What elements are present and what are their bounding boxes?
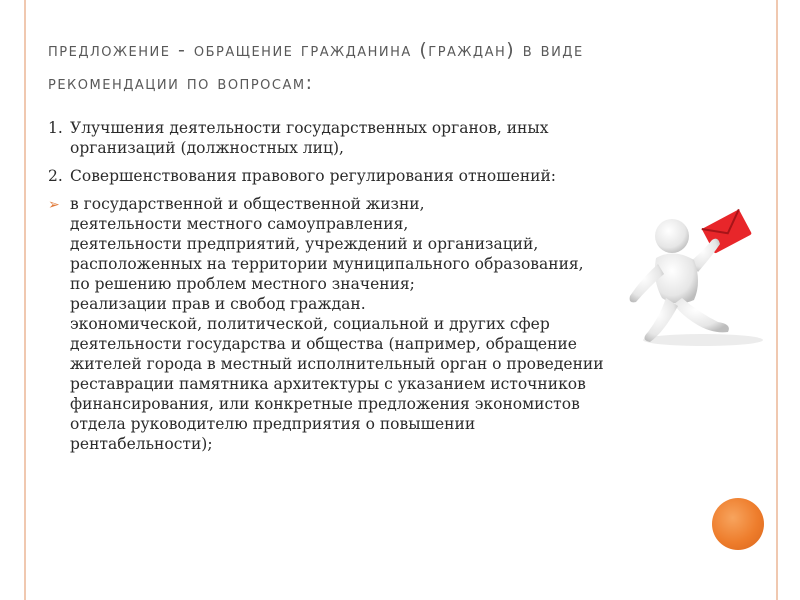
slide-frame-left [24, 0, 26, 600]
list-item-number: 1. [48, 119, 63, 137]
list-item-line: жителей города в местный исполнительный орган о проведении [70, 355, 604, 373]
list-item-line: деятельности местного самоуправления, [70, 215, 409, 233]
list-item-line: расположенных на территории муниципального образования, [70, 255, 584, 273]
slide-title [48, 34, 748, 100]
list-item-line: реставрации памятника архитектуры с указанием источников [70, 375, 586, 393]
list-item-line: Улучшения деятельности государственных органов, иных [70, 119, 549, 137]
list-item-line: реализации прав и свобод граждан. [70, 295, 366, 313]
list-item-number: 2. [48, 167, 63, 185]
list-item-line: Совершенствования правового регулирования отношений: [70, 167, 557, 185]
slide-title-line-1: предложение - обращение гражданина (граждан) в виде [48, 39, 584, 61]
list-item-line: финансирования, или конкретные предложения экономистов [70, 395, 580, 413]
orange-circle-icon [712, 498, 764, 550]
list-item-line: деятельности предприятий, учреждений и организаций, [70, 235, 539, 253]
list-item-line: рентабельности); [70, 435, 213, 453]
man-with-envelope-icon [608, 200, 778, 350]
list-item-2 [48, 166, 708, 186]
list-item-line: отдела руководителю предприятия о повышении [70, 415, 476, 433]
list-item-line: по решению проблем местного значения; [70, 275, 415, 293]
list-item-1 [48, 118, 708, 158]
list-item-line: в государственной и общественной жизни, [70, 195, 425, 213]
orange-arrow-bullet-icon: ➢ [48, 197, 60, 213]
list-item-line: организаций (должностных лиц), [70, 139, 344, 157]
list-item-line: деятельности государства и общества (например, обращение [70, 335, 577, 353]
list-item-line: экономической, политической, социальной и других сфер [70, 315, 550, 333]
slide-title-line-2: рекомендации по вопросам: [48, 72, 314, 94]
